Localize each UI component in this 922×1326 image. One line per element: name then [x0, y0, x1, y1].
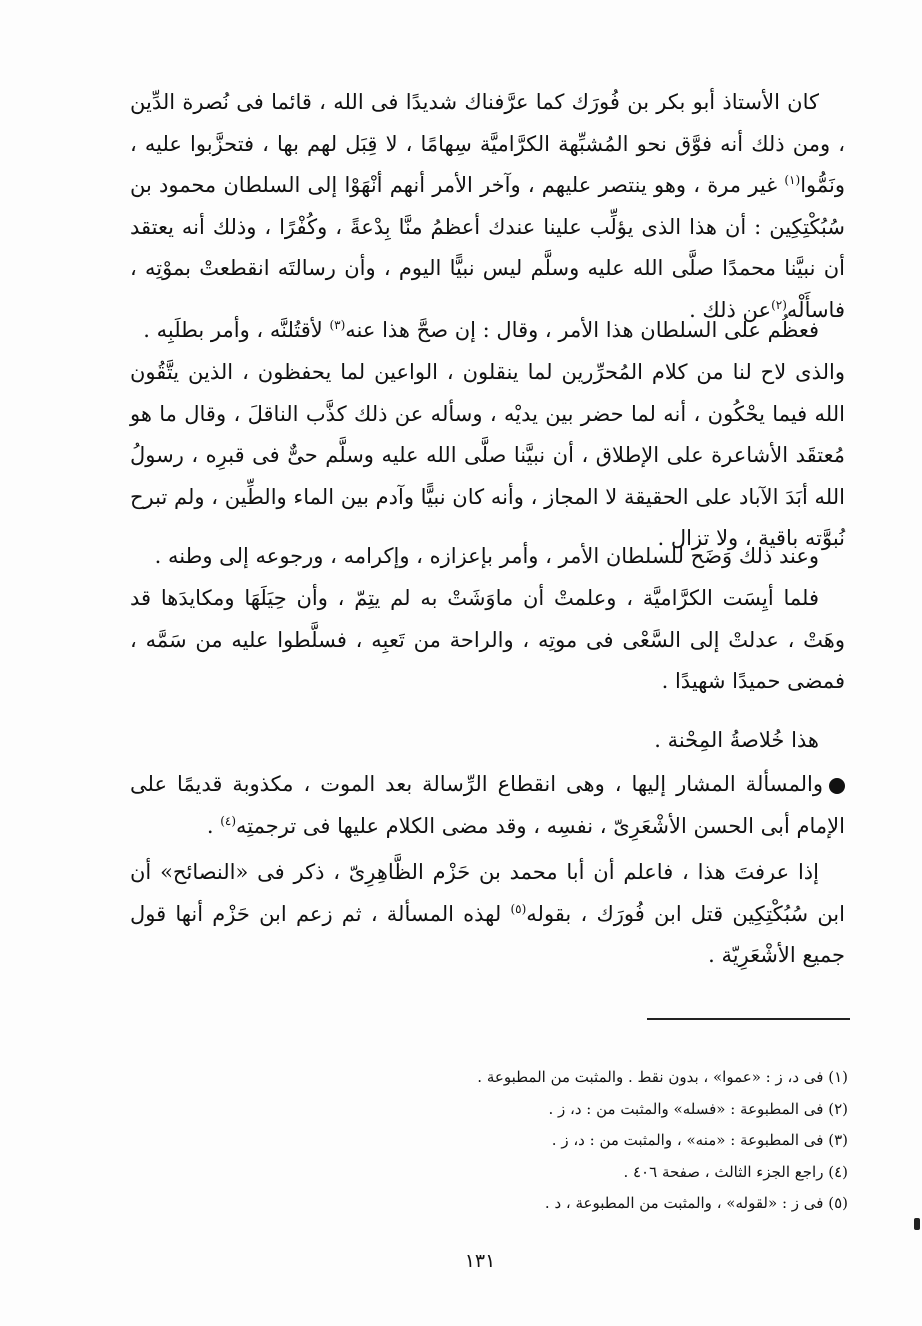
- paragraph-text: فعظُم على السلطان هذا الأمر ، وقال : إن صحَّ هذا عنه: [345, 318, 819, 342]
- paragraph-issue-note: [130, 764, 845, 847]
- paragraph-text: والمسألة المشار إليها ، وهى انقطاع الرِّسالة بعد الموت ، مكذوبة قديمًا على الإمام أبى الحسن الأشْعَرِىّ ، نفسِه ، وقد مضى الكلام عليها فى ترجمتِه: [130, 772, 845, 838]
- black-circle-bullet-icon: [829, 778, 845, 794]
- page-edge-mark: [914, 1218, 920, 1230]
- footnote-marker-1: (١): [784, 173, 801, 187]
- paragraph-text: عن ذلك .: [689, 297, 772, 322]
- paragraph-text: .: [206, 813, 221, 838]
- footnote-marker-3: (٣): [329, 318, 346, 332]
- paragraph-text: غير مرة ، وهو ينتصر عليهم ، وآخر الأمر أنهم أنْهَوْا إلى السلطان محمود بن سُبُكْتِكِين : أن هذا الذى يؤلِّب علينا عندك أعظمُ منَّا بِدْعةً ، وكُفْرًا ، وذلك أنه يعتقد أن نبيَّنا محمدًا صلَّى الله عليه وسلَّم ليس نبيًّا اليوم ، وأن رسالتَه انقطعتْ بموْتِه ، فاسأَلْه: [130, 173, 845, 322]
- paragraph-denial: والذى لاح لنا من كلام المُحرِّرين لما ينقلون ، الواعين لما يحفظون ، الذين يتَّقُون الله فيما يحْكُون ، أنه لما حضر بين يديْه ، وسأله عن ذلك كذَّب الناقلَ ، وقال ما هو مُعتقَد الأشاعرة على الإطلاق ، أن نبيَّنا صلَّى الله عليه وسلَّم حىٌّ فى قبرِه ، رسولُ الله أبَدَ الآباد على الحقيقة لا المجاز ، وأنه كان نبيًّا وآدم بين الماء والطِّين ، ولم تبرح نُبوَّته باقية ، ولا تزال .: [130, 360, 845, 550]
- paragraph-summary: هذا خُلاصةُ المِحْنة .: [654, 728, 819, 752]
- paragraph-sultan-anger: [130, 310, 845, 352]
- paragraph-honor: وعند ذلك وَضَح للسلطان الأمر ، وأمر بإعزازه ، وإكرامه ، ورجوعه إلى وطنه .: [154, 544, 819, 568]
- footnote-separator: [647, 1018, 850, 1020]
- paragraph-ibn-hazm: [130, 852, 845, 977]
- footnote-marker-5: (٥): [510, 901, 527, 916]
- footnote-marker-2: (٢): [771, 297, 787, 312]
- paragraph-text: لأقتُلنَّه ، وأمر بطلَبِه .: [143, 318, 330, 342]
- paragraph-text: إذا عرفتَ هذا ، فاعلم أن أبا محمد بن حَزْم الظَّاهِرِىّ ، ذكر فى «النصائح» أن ابن سُبُكْتِكِين قتل ابن فُورَك ، بقوله: [130, 860, 845, 926]
- page-number: ١٣١: [464, 1250, 496, 1272]
- footnote-5: (٥) فى ز : «لقوله» ، والمثبت من المطبوعة ، د .: [544, 1194, 848, 1212]
- footnote-2: (٢) فى المطبوعة : «فسله» والمثبت من : د، ز .: [548, 1099, 848, 1118]
- footnote-1: (١) فى د، ز : «عموا» ، بدون نقط . والمثبت من المطبوعة .: [477, 1068, 848, 1086]
- paragraph-poisoning: فلما أيِسَت الكرَّاميَّة ، وعلمتْ أن ماوَشَتْ به لم يتِمّ ، وأن حِيَلَهَا ومكايدَها قد وهَتْ ، عدلتْ إلى السَّعْى فى موتِه ، والراحة من تَعبِه ، فسلَّطوا عليه من سَمَّه ، فمضى حميدًا شهيدًا .: [130, 586, 845, 693]
- footnote-marker-4: (٤): [220, 813, 237, 828]
- footnote-4: (٤) راجع الجزء الثالث ، صفحة ٤٠٦ .: [623, 1162, 848, 1181]
- footnotes-list: [300, 1062, 848, 1220]
- paragraph-text: كان الأستاذ أبو بكر بن فُورَك كما عرَّفناك شديدًا فى الله ، قائما فى نُصرة الدِّين ، ومن ذلك أنه فوَّق نحو المُشبِّهة الكرَّاميَّة سِهامًا ، لا قِبَل لهم بها ، فتحزَّبوا عليه ، ونَمُّوا: [130, 90, 845, 197]
- footnote-3: (٣) فى المطبوعة : «منه» ، والمثبت من : د، ز .: [551, 1131, 848, 1149]
- paragraph-ibn-furak-intro: [130, 82, 845, 331]
- paragraph-text: لهذه المسألة ، ثم زعم ابن حَزْم أنها قول جميع الأشْعَرِيّة .: [130, 901, 845, 967]
